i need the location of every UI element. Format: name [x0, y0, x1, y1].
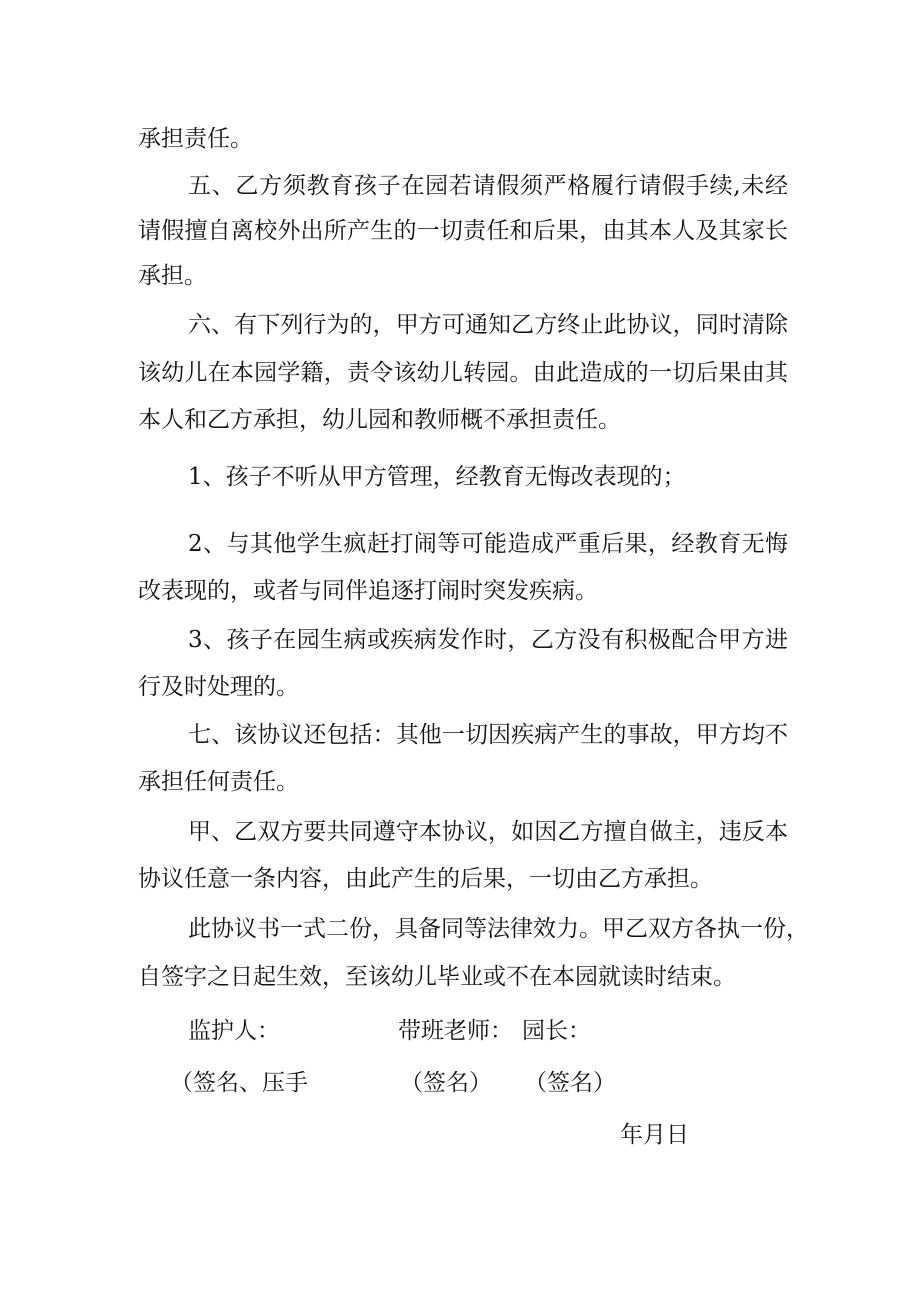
paragraph-line: 行及时处理的。	[138, 674, 299, 700]
paragraph-line: 甲、乙双方要共同遵守本协议，如因乙方擅自做主，违反本	[188, 819, 788, 845]
guardian-signature: （签名、压手	[170, 1070, 308, 1096]
paragraph-line: 本人和乙方承担，幼儿园和教师概不承担责任。	[138, 407, 621, 433]
paragraph-line: 五、乙方须教育孩子在园若请假须严格履行请假手续,未经	[188, 173, 788, 199]
paragraph-line: 改表现的，或者与同伴追逐打闹时突发疾病。	[138, 578, 598, 604]
paragraph-line: 六、有下列行为的，甲方可通知乙方终止此协议，同时清除	[188, 312, 788, 338]
paragraph-line: 请假擅自离校外出所产生的一切责任和后果，由其本人及其家长	[138, 218, 788, 244]
paragraph-line: 七、该协议还包括：其他一切因疾病产生的事故，甲方均不	[188, 722, 788, 748]
paragraph-line: 该幼儿在本园学籍，责令该幼儿转园。由此造成的一切后果由其	[138, 360, 788, 386]
paragraph-line: 承担任何责任。	[138, 769, 299, 795]
paragraph-line: 承担。	[138, 263, 207, 289]
paragraph-line: 自签字之日起生效，至该幼儿毕业或不在本园就读时结束。	[138, 964, 736, 990]
teacher-label: 带班老师：	[398, 1018, 513, 1044]
principal-signature: （签名）	[524, 1070, 616, 1096]
teacher-signature: （签名）	[400, 1070, 492, 1096]
guardian-label: 监护人：	[188, 1018, 280, 1044]
paragraph-line: 2、与其他学生疯赶打闹等可能造成严重后果，经教育无悔	[188, 531, 788, 557]
paragraph-line: 3、孩子在园生病或疾病发作时，乙方没有积极配合甲方进	[188, 627, 788, 653]
principal-label: 园长：	[522, 1018, 591, 1044]
paragraph-line: 此协议书一式二份，具备同等法律效力。甲乙双方各执一份，	[188, 916, 809, 942]
date-line: 年月日	[620, 1122, 689, 1148]
paragraph-line: 1、孩子不听从甲方管理，经教育无悔改表现的；	[188, 464, 686, 490]
paragraph-line: 协议任意一条内容，由此产生的后果，一切由乙方承担。	[138, 866, 713, 892]
paragraph-line: 承担责任。	[138, 126, 253, 152]
